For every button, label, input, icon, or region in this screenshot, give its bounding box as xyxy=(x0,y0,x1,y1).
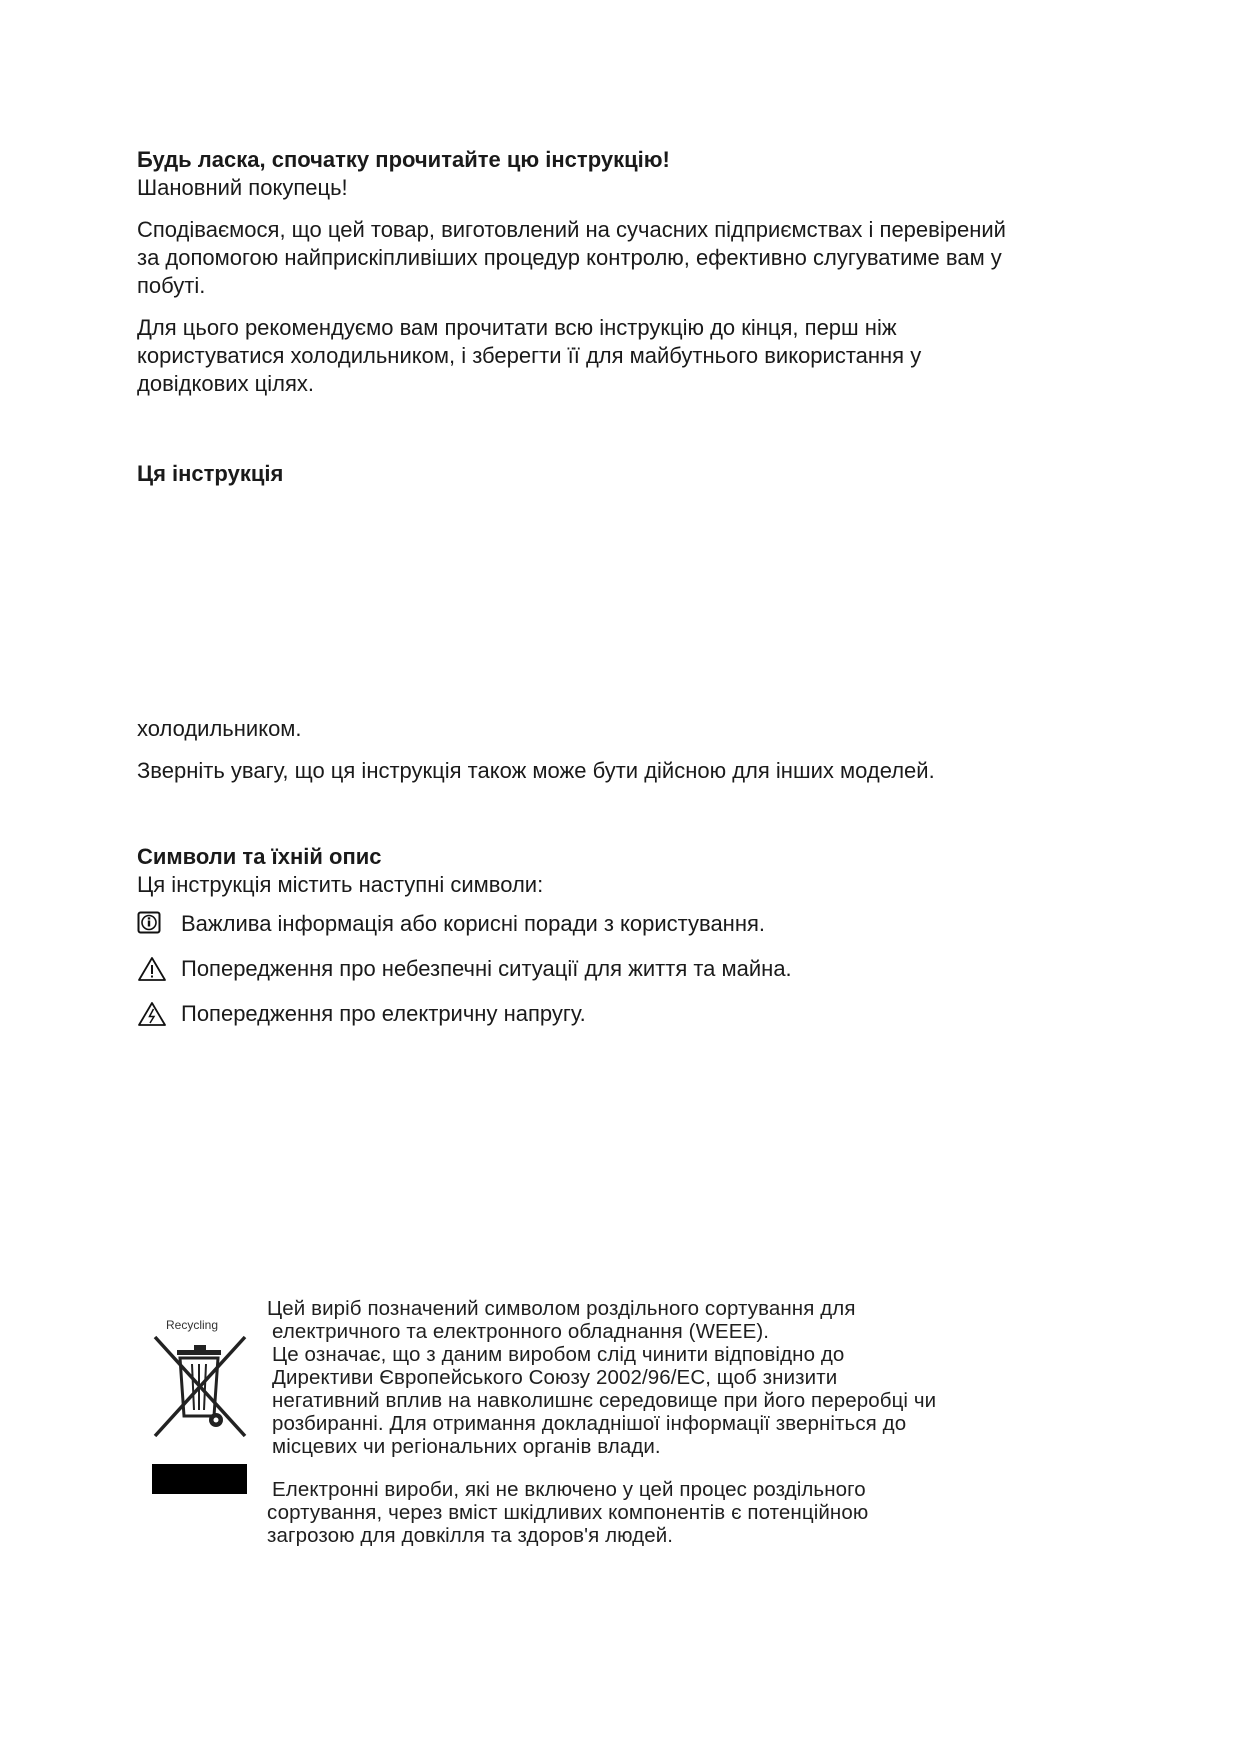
intro-paragraph-2 xyxy=(137,314,1097,398)
symbols-heading: Символи та їхній опис xyxy=(137,844,382,869)
text-line: Сподіваємося, що цей товар, виготовлений на сучасних підприємствах і перевірений xyxy=(137,217,1006,242)
text-line: за допомогою найприскіпливіших процедур контролю, ефективно слугуватиме вам у xyxy=(137,245,1002,270)
text-line: загрозою для довкілля та здоров'я людей. xyxy=(267,1524,674,1547)
text-line: Цей виріб позначений символом роздільного сортування для xyxy=(267,1297,856,1320)
text-line: сортування, через вміст шкідливих компонентів є потенційною xyxy=(267,1501,869,1524)
manual-note: Зверніть увагу, що ця інструкція також може бути дійсною для інших моделей. xyxy=(137,758,935,783)
text-line: розбиранні. Для отримання докладнішої інформації зверніться до xyxy=(272,1412,907,1435)
text-line: електричного та електронного обладнання (WEEE). xyxy=(272,1320,770,1343)
electric-warning-icon xyxy=(137,1001,163,1027)
symbol-row-warning xyxy=(137,955,792,983)
text-line: Директиви Європейського Союзу 2002/96/ЕС, щоб знизити xyxy=(272,1366,838,1389)
warning-triangle-icon xyxy=(137,956,163,982)
manual-heading: Ця інструкція xyxy=(137,461,284,486)
text-line: побуті. xyxy=(137,273,206,298)
recycling-label: Recycling xyxy=(166,1318,219,1332)
text-line: користуватися холодильником, і зберегти її для майбутнього використання у xyxy=(137,343,922,368)
symbol-electric-text: Попередження про електричну напругу. xyxy=(181,1001,586,1026)
weee-paragraph-2 xyxy=(267,1478,1067,1547)
greeting: Шановний покупець! xyxy=(137,175,348,200)
info-icon xyxy=(137,911,163,937)
intro-paragraph-1 xyxy=(137,216,1097,300)
manual-fragment: холодильником. xyxy=(137,716,302,741)
symbol-row-electric xyxy=(137,1000,586,1028)
intro-heading: Будь ласка, спочатку прочитайте цю інструкцію! xyxy=(137,147,670,172)
symbols-intro: Ця інструкція містить наступні символи: xyxy=(137,872,544,897)
text-line: місцевих чи регіональних органів влади. xyxy=(272,1435,661,1458)
weee-paragraph-1 xyxy=(267,1297,1067,1458)
text-line: Це означає, що з даним виробом слід чинити відповідно до xyxy=(272,1343,845,1366)
symbol-warning-text: Попередження про небезпечні ситуації для життя та майна. xyxy=(181,956,792,981)
symbol-row-info xyxy=(137,910,765,938)
text-line: Для цього рекомендуємо вам прочитати всю інструкцію до кінця, перш ніж xyxy=(137,315,897,340)
weee-black-bar xyxy=(152,1464,247,1494)
text-line: негативний вплив на навколишнє середовище при його переробці чи xyxy=(272,1389,937,1412)
symbol-info-text: Важлива інформація або корисні поради з користування. xyxy=(181,911,765,936)
crossed-bin-icon xyxy=(150,1332,250,1472)
text-line: довідкових цілях. xyxy=(137,371,315,396)
text-line: Електронні вироби, які не включено у цей процес роздільного xyxy=(272,1478,866,1501)
